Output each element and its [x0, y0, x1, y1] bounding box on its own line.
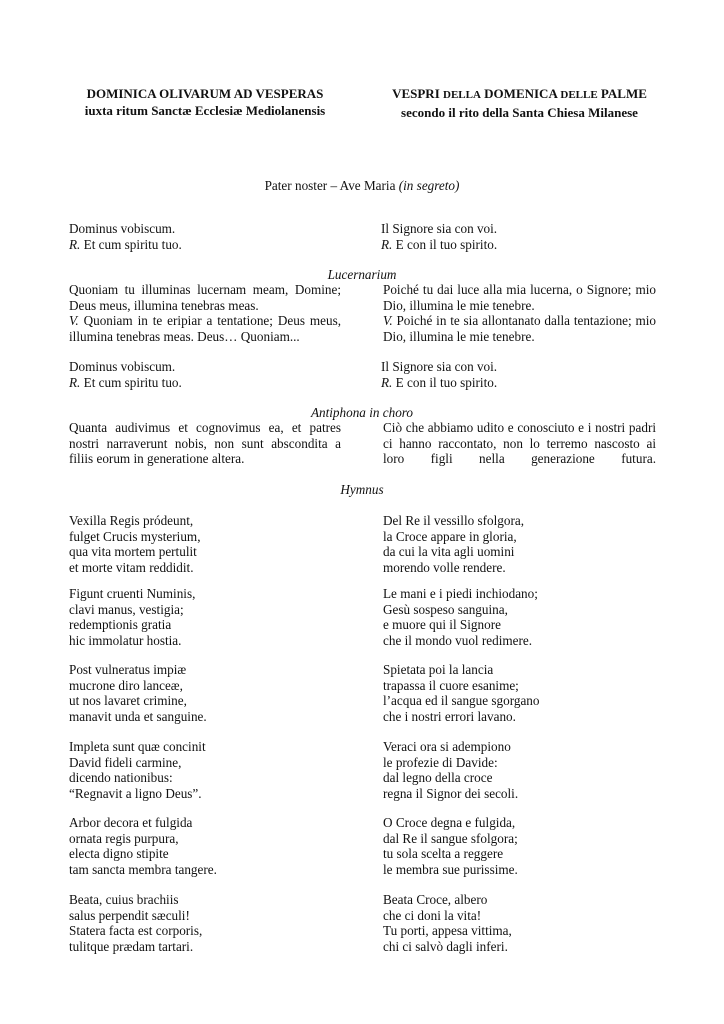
lucernarium-italian: Poiché tu dai luce alla mia lucerna, o Signore; mio Dio, illumina le mie tenebre. V. Poiché in te sia allontanato dalla tentazione; mio Dio, illumina le mie tenebre. [383, 282, 656, 344]
greeting1-latin: Dominus vobiscum. R. Et cum spiritu tuo. [69, 221, 182, 252]
hymn-stanza-latin: Arbor decora et fulgida ornata regis purpura, electa digno stipite tam sancta membra tangere. [69, 815, 217, 877]
hymn-stanza-italian: Spietata poi la lancia trapassa il cuore esanime; l’acqua ed il sangue sgorgano che i nostri errori lavano. [383, 662, 540, 724]
hymn-stanza-latin: Beata, cuius brachiis salus perpendit sæculi! Statera facta est corporis, tulitque prædam tartari. [69, 892, 203, 954]
hymn-stanza-italian: Beata Croce, albero che ci doni la vita! Tu porti, appesa vittima, chi ci salvò dagli inferi. [383, 892, 512, 954]
hymn-stanza-italian: Veraci ora si adempiono le profezie di Davide: dal legno della croce regna il Signor dei secoli. [383, 739, 519, 801]
antiphona-latin: Quanta audivimus et cognovimus ea, et patres nostri narraverunt nobis, non sunt abscondita a filiis eorum in generatione altera. [69, 420, 341, 467]
hymn-stanza-italian: O Croce degna e fulgida, dal Re il sangue sfolgora; tu sola scelta a reggere le membra sue purissime. [383, 815, 518, 877]
hymn-stanza-latin: Figunt cruenti Numinis, clavi manus, vestigia; redemptionis gratia hic immolatur hostia. [69, 586, 196, 648]
hymn-stanza-italian: Le mani e i piedi inchiodano; Gesù sospeso sanguina, e muore qui il Signore che il mondo vuol redimere. [383, 586, 538, 648]
antiphona-heading: Antiphona in choro [310, 405, 414, 420]
greeting1-italian: Il Signore sia con voi. R. E con il tuo spirito. [381, 221, 498, 252]
hymn-stanza-latin: Impleta sunt quæ concinit David fideli carmine, dicendo nationibus: “Regnavit a ligno Deus”. [69, 739, 206, 801]
intro-note: (in segreto) [398, 178, 460, 193]
italian-title-block [372, 85, 667, 121]
lucernarium-latin: Quoniam tu illuminas lucernam meam, Domine; Deus meus, illumina tenebras meas. V. Quoniam in te eripiar a tentatione; Deus meus, illumina tenebras meas. Deus… Quoniam... [69, 282, 341, 344]
hymn-stanza-italian: Del Re il vessillo sfolgora, la Croce appare in gloria, da cui la vita agli uomini morendo volle rendere. [383, 513, 525, 575]
hymnus-heading: Hymnus [340, 482, 384, 497]
hymn-stanza-latin: Post vulneratus impiæ mucrone diro lanceæ, ut nos lavaret crimine, manavit unda et sanguine. [69, 662, 207, 724]
greeting2-italian: Il Signore sia con voi. R. E con il tuo spirito. [381, 359, 498, 390]
latin-subtitle: iuxta ritum Sanctæ Ecclesiæ Mediolanensis [84, 103, 326, 118]
latin-title-block [60, 85, 350, 119]
lucernarium-heading: Lucernarium [327, 267, 397, 282]
intro-line: Pater noster – Ave Maria (in segreto) [264, 178, 460, 193]
hymn-stanza-latin: Vexilla Regis pródeunt, fulget Crucis mysterium, qua vita mortem pertulit et morte vitam reddidit. [69, 513, 201, 575]
latin-title: DOMINICA OLIVARUM AD VESPERAS [86, 86, 324, 101]
greeting2-latin: Dominus vobiscum. R. Et cum spiritu tuo. [69, 359, 182, 390]
italian-subtitle: secondo il rito della Santa Chiesa Milanese [401, 105, 638, 120]
antiphona-italian: Ciò che abbiamo udito e conosciuto e i nostri padri ci hanno raccontato, non lo terremo nascosto ai loro figli nella generazione futura. [383, 420, 656, 467]
italian-title: VESPRI DELLA DOMENICA DELLE PALME [392, 86, 647, 101]
